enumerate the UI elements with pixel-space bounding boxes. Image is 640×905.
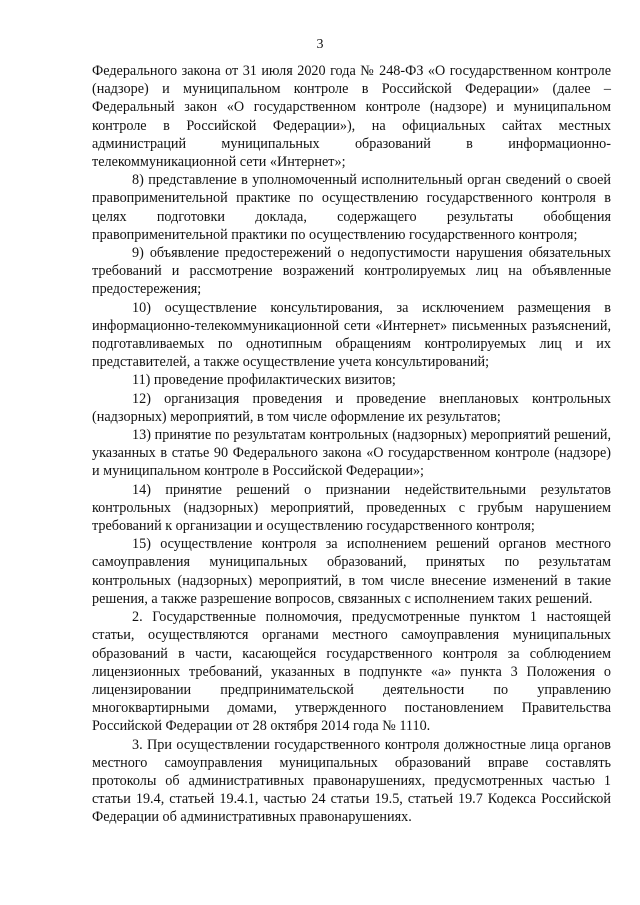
paragraph-section-3: 3. При осуществлении государственного контроля должностные лица органов местного самоуправления муниципальных образований вправе составлять протоколы об административных правонарушениях, предусмотренных частью 1 статьи 19.4, статьей 19.4.1, частью 24 статьи 19.5, статьей 19.7 Кодекса Российской Федерации об административных правонарушениях. (92, 736, 611, 826)
paragraph-item-15: 15) осуществление контроля за исполнением решений органов местного самоуправления муниципальных образований, принятых по результатам контрольных (надзорных) мероприятий, в том числе внесение изменений в такие решения, а также разрешение вопросов, связанных с исполнением таких решений. (92, 536, 611, 607)
paragraph-continuation: Федерального закона от 31 июля 2020 года № 248-ФЗ «О государственном контроле (надзоре) и муниципальном контроле в Российской Федерации» (далее – Федеральный закон «О государственном контроле (надзоре) и муниципальном контроле в Российской Федерации»), на официальных сайтах местных администраций муниципальных образований в информационно-телекоммуникационной сети «Интернет»; (92, 63, 611, 171)
paragraph-item-8: 8) представление в уполномоченный исполнительный орган сведений о своей правоприменительной практике по осуществлению государственного контроля в целях подготовки доклада, содержащего результаты обобщения правоприменительной практики по осуществлению государственного контроля; (92, 172, 611, 243)
paragraph-item-12: 12) организация проведения и проведение внеплановых контрольных (надзорных) мероприятий, в том числе оформление их результатов; (92, 390, 611, 425)
paragraph-item-11: 11) проведение профилактических визитов; (132, 372, 396, 389)
paragraph-item-10: 10) осуществление консультирования, за исключением размещения в информационно-телекоммуникационной сети «Интернет» письменных разъяснений, подготавливаемых по однотипным обращениям контролируемых лиц и их представителей, а также осуществление учета консультирований; (92, 299, 611, 371)
paragraph-item-14: 14) принятие решений о признании недействительными результатов контрольных (надзорных) мероприятий, проведенных с грубым нарушением требований к организации и осуществлению государственного контроля; (92, 481, 611, 535)
paragraph-item-13: 13) принятие по результатам контрольных (надзорных) мероприятий решений, указанных в статье 90 Федерального закона «О государственном контроле (надзоре) и муниципальном контроле в Российской Федерации»; (92, 427, 611, 480)
page-number: 3 (316, 37, 324, 52)
document-body (92, 62, 611, 827)
paragraph-item-9: 9) объявление предостережений о недопустимости нарушения обязательных требований и рассмотрение возражений контролируемых лиц на объявленные предостережения; (92, 245, 611, 298)
paragraph-section-2: 2. Государственные полномочия, предусмотренные пунктом 1 настоящей статьи, осуществляются органами местного самоуправления муниципальных образований в части, касающейся государственного контроля за соблюдением лицензионных требований, указанных в подпункте «а» пункта 3 Положения о лицензировании предпринимательской деятельности по управлению многоквартирными домами, утвержденного постановлением Правительства Российской Федерации от 28 октября 2014 года № 1110. (92, 609, 611, 735)
